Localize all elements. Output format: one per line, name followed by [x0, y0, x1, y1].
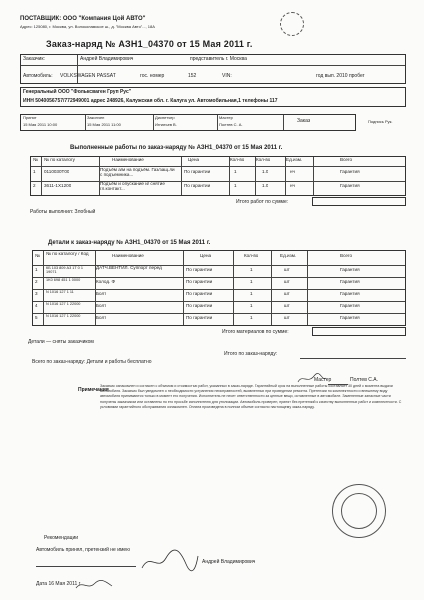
parts-row-name: Колод. Ф [96, 280, 116, 284]
side-note: Подпись Рук. [368, 119, 393, 124]
car-model: VOLKSWAGEN PASSAT [60, 73, 116, 79]
parts-header-price: Цена [200, 254, 212, 258]
works-header-qty2: Кол-во [256, 158, 271, 162]
parts-header-name: Наименование [112, 254, 144, 258]
car-label: Автомобиль: [23, 73, 53, 79]
accepted-label: Принят [23, 115, 37, 120]
parts-header-total: Всего [340, 254, 353, 258]
works-header-price: Цена [188, 158, 200, 162]
works-header-code: № по каталогу [44, 158, 75, 162]
works-row-n: 2 [33, 184, 36, 188]
parts-row-total: Гарантия [340, 292, 360, 296]
works-row-code: 3611-1X1200 [44, 184, 72, 188]
works-row-total: Гарантия [340, 184, 360, 188]
parts-row-qty: 1 [250, 316, 253, 320]
works-done-by: Работы выполнил: Злобный [30, 209, 96, 215]
parts-header-code: № по каталогу / Код [46, 252, 89, 256]
plate-value: 152 [188, 73, 197, 79]
works-row-name: Подъём а/м на подъём. Газ/защ.ли с подъемника... [100, 168, 175, 177]
representative-label: представитель г. Москва [190, 56, 247, 62]
master-sign-label: Мастер [314, 377, 332, 383]
master-value: Полтев С. А. [219, 122, 243, 127]
parts-row-n: 4 [35, 304, 38, 308]
parts-row-total: Гарантия [340, 280, 360, 284]
total-summary: Всего по заказ-наряду: Детали и работы бесплатно [32, 359, 152, 365]
order-label: Заказ [297, 118, 311, 124]
parts-sum-label: Итого материалов по сумме: [222, 329, 289, 335]
parts-row-code: N 1016 127 1 11 [46, 290, 74, 294]
parts-row-price: По гарантии [186, 280, 213, 284]
total-line [300, 358, 406, 359]
parts-row-price: По гарантии [186, 316, 213, 320]
finished-label: Закончен [87, 115, 105, 120]
works-row-name: Подъём и опускание и/ снятие гл.контакт... [100, 182, 165, 191]
date-signature [74, 578, 114, 592]
footer-date: Дата 16 Мая 2011 г. [36, 581, 82, 587]
parts-sum-box [312, 327, 406, 336]
parts-title: Детали к заказ-наряду № АЗН1_04370 от 15 Мая 2011 г. [48, 240, 211, 246]
parts-row-qty: 1 [250, 268, 253, 272]
works-sum-label: Итого работ по сумме: [236, 199, 289, 205]
works-header-qty: Кол-во [230, 158, 245, 162]
parts-header-unit: Ед.изм. [280, 254, 297, 258]
works-row-unit: нч [290, 184, 295, 188]
parts-row-total: Гарантия [340, 304, 360, 308]
customer-sign-line [36, 566, 136, 567]
accepted-value: 15 Мая 2011 10:00 [23, 122, 58, 127]
works-row-total: Гарантия [340, 170, 360, 174]
parts-row-total: Гарантия [340, 316, 360, 320]
customer-name: Андрей Владимирович [80, 56, 134, 62]
importer-line-2: ИНН 5040056757/772949001 адрес 248926, Калужская обл. г. Калуга ул. Автомобильная,1 телефоны 117 [23, 98, 278, 104]
parts-row-price: По гарантии [186, 304, 213, 308]
works-row-qty: 1 [234, 170, 237, 174]
finished-value: 15 Мая 2011 11:00 [87, 122, 121, 127]
master-label: Мастер [219, 115, 233, 120]
works-title: Выполненные работы по заказ-наряду № АЗН1_04370 от 15 Мая 2011 г. [70, 145, 283, 151]
works-row-unit: нч [290, 170, 295, 174]
works-header-total: Всего [340, 158, 353, 162]
seal-stamp [280, 12, 304, 36]
parts-row-price: По гарантии [186, 268, 213, 272]
works-row-qty2: 1.0 [262, 170, 269, 174]
parts-row-code: КБ 103 809 A3 1T 0 1 19071 [46, 266, 83, 274]
works-row-price: По гарантии [184, 184, 211, 188]
parts-returned: Детали — сняты заказчиком [28, 339, 94, 345]
parts-row-qty: 1 [250, 280, 253, 284]
works-header-unit: Ед.изм. [286, 158, 303, 162]
parts-row-unit: шт [284, 268, 290, 272]
parts-row-qty: 1 [250, 292, 253, 296]
parts-row-code: N 1016 127 1 22000 [46, 302, 81, 306]
parts-header-n: № [35, 254, 40, 258]
customer-sign-name: Андрей Владимирович [202, 559, 256, 565]
parts-row-n: 1 [35, 268, 38, 272]
supplier-address: Адрес: 125080, г. Москва, ул. Волоколамское ш., д. "Москва Авто"..., 18А [20, 24, 155, 29]
recommendations-label: Рекомендации [44, 535, 79, 541]
works-row-qty: 1 [234, 184, 237, 188]
parts-row-name: Болт [96, 304, 107, 308]
year-mileage: год вып. 2010 пробег [316, 73, 365, 79]
works-row-code: 0110030T00 [44, 170, 70, 174]
works-sum-box [312, 197, 406, 206]
parts-row-name: Болт [96, 316, 107, 320]
parts-row-name: Болт [96, 292, 107, 296]
parts-header-qty: Кол-во [244, 254, 259, 258]
parts-row-name: ДАТЧ.ВЕНТИЛ. Суппорт перед [96, 266, 162, 270]
notes-label: Примечания [78, 387, 109, 393]
vin-label: VIN: [222, 73, 232, 79]
importer-line-1: Генеральный ООО "Фольксваген Груп Рус" [23, 89, 132, 95]
works-row-n: 1 [33, 170, 36, 174]
works-header-n: № [33, 158, 38, 162]
supplier-name: ПОСТАВЩИК: ООО "Компания Цой АВТО" [20, 16, 146, 22]
works-row-qty2: 1.0 [262, 184, 269, 188]
parts-row-unit: шт [284, 280, 290, 284]
parts-row-price: По гарантии [186, 292, 213, 296]
dispatcher-value: Игнатьев В. [155, 122, 177, 127]
plate-label: гос. номер [140, 73, 165, 79]
parts-row-unit: шт [284, 316, 290, 320]
parts-row-unit: шт [284, 292, 290, 296]
customer-signature [140, 548, 200, 574]
parts-row-unit: шт [284, 304, 290, 308]
parts-row-qty: 1 [250, 304, 253, 308]
customer-label: Заказчик: [23, 56, 45, 62]
dispatcher-label: Диспетчер [155, 115, 175, 120]
car-received-text: Автомобиль принял, претензий не имею [36, 547, 130, 553]
parts-row-code: 1K0 698 451 1 0000 [46, 278, 81, 282]
document-title: Заказ-наряд № АЗН1_04370 от 15 Мая 2011 г. [46, 39, 253, 49]
parts-row-n: 2 [35, 280, 38, 284]
parts-row-n: 3 [35, 292, 38, 296]
master-sign-name: Полтев С.А. [350, 377, 378, 383]
master-signature [296, 372, 328, 386]
works-row-price: По гарантии [184, 170, 211, 174]
parts-row-total: Гарантия [340, 268, 360, 272]
parts-row-code: N 1016 127 1 22000 [46, 314, 81, 318]
notes-text: Заказчик ознакомлен и согласен с объемом и стоимостью работ, указанных в заказ-наряде. Гарантийный срок на выполненные работы составляет 30 дней с момента выдачи автомобиля. Заказчик был уведомлен о необходимости устранения неисправностей, выявленных при проведении ремонта. Претензии по комплектности и внешнему виду автомобиля принимаются только в момент его получения. Исполнитель не несет ответственности за ценные вещи, оставленные в автомобиле. Замененные запасные части получены заказчиком или оставлены по его просьбе исполнителю для утилизации. Автомобиль проверен, принят без претензий к качеству выполненных работ и комплектности. С условиями гарантийного обслуживания ознакомлен. Оплата произведена в полном объеме согласно настоящему заказ-наряду. [100, 384, 402, 409]
parts-row-n: 5 [35, 316, 38, 320]
works-header-name: Наименование [112, 158, 144, 162]
total-label: Итого по заказ-наряду: [224, 351, 278, 357]
dealer-stamp [332, 484, 386, 538]
